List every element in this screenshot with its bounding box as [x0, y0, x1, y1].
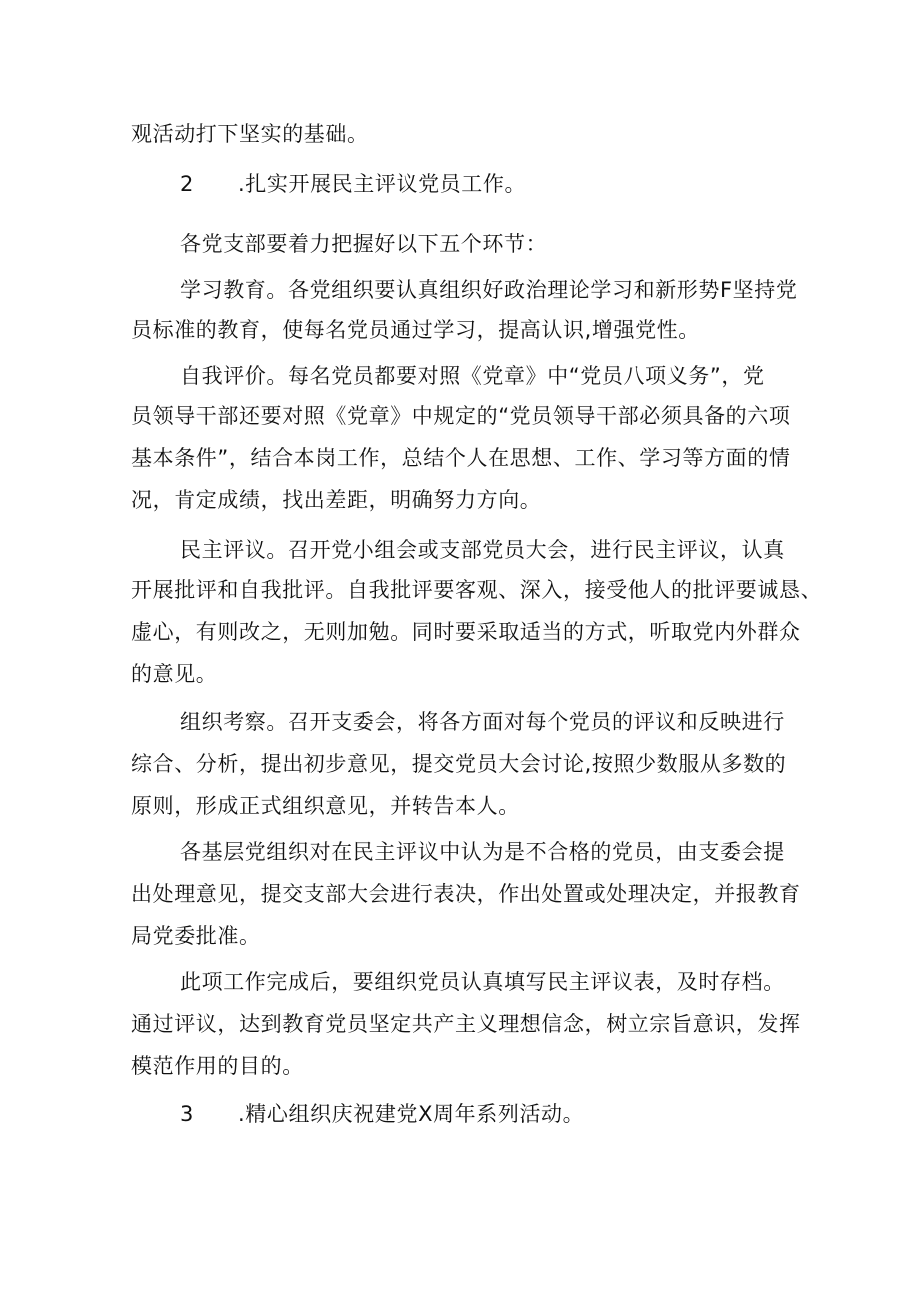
section-number: 3	[180, 1102, 194, 1126]
paragraph-line: 组织考察。召开支委会，将各方面对每个党员的评议和反映进行	[180, 710, 785, 734]
paragraph-line: 原则，形成正式组织意见，并转告本人。	[131, 794, 520, 818]
paragraph-line: 员领导干部还要对照《党章》中规定的“党员领导干部必须具备的六项	[131, 404, 791, 428]
paragraph-line: 基本条件”，结合本岗工作，总结个人在思想、工作、学习等方面的情	[131, 446, 791, 470]
paragraph-line: 员标准的教育，使每名党员通过学习，提高认识,增强党性。	[131, 318, 700, 342]
paragraph-line: 民主评议。召开党小组会或支部党员大会，进行民主评议，认真	[180, 538, 785, 562]
paragraph-line: 开展批评和自我批评。自我批评要客观、深入，接受他人的批评要诚恳、	[131, 578, 823, 602]
paragraph-line: 的意见。	[131, 662, 218, 686]
section-number: 2	[180, 172, 194, 196]
paragraph-line: 此项工作完成后，要组织党员认真填写民主评议表，及时存档。	[180, 970, 785, 994]
paragraph-line: 观活动打下坚实的基础。	[131, 122, 369, 146]
paragraph-line: 局党委批准。	[131, 924, 261, 948]
section-title: .扎实开展民主评议党员工作。	[238, 172, 527, 196]
paragraph-line: 通过评议，达到教育党员坚定共产主义理想信念，树立宗旨意识，发挥	[131, 1012, 801, 1036]
paragraph-line: 况，肯定成绩，找出差距，明确努力方向。	[131, 488, 542, 512]
paragraph-line: 模范作用的目的。	[131, 1054, 304, 1078]
paragraph-line: 出处理意见，提交支部大会进行表决，作出处置或处理决定，并报教育	[131, 882, 801, 906]
paragraph-line: 虚心，有则改之，无则加勉。同时要采取适当的方式，听取党内外群众	[131, 620, 801, 644]
paragraph-line: 各党支部要着力把握好以下五个环节：	[180, 232, 548, 256]
section-title: .精心组织庆祝建党X周年系列活动。	[238, 1102, 585, 1126]
paragraph-line: 各基层党组织对在民主评议中认为是不合格的党员，由支委会提	[180, 840, 785, 864]
paragraph-line: 综合、分析，提出初步意见，提交党员大会讨论,按照少数服从多数的	[131, 752, 787, 776]
paragraph-line: 自我评价。每名党员都要对照《党章》中“党员八项义务”，党	[180, 364, 765, 388]
paragraph-line: 学习教育。各党组织要认真组织好政治理论学习和新形势F坚持党	[180, 278, 798, 302]
